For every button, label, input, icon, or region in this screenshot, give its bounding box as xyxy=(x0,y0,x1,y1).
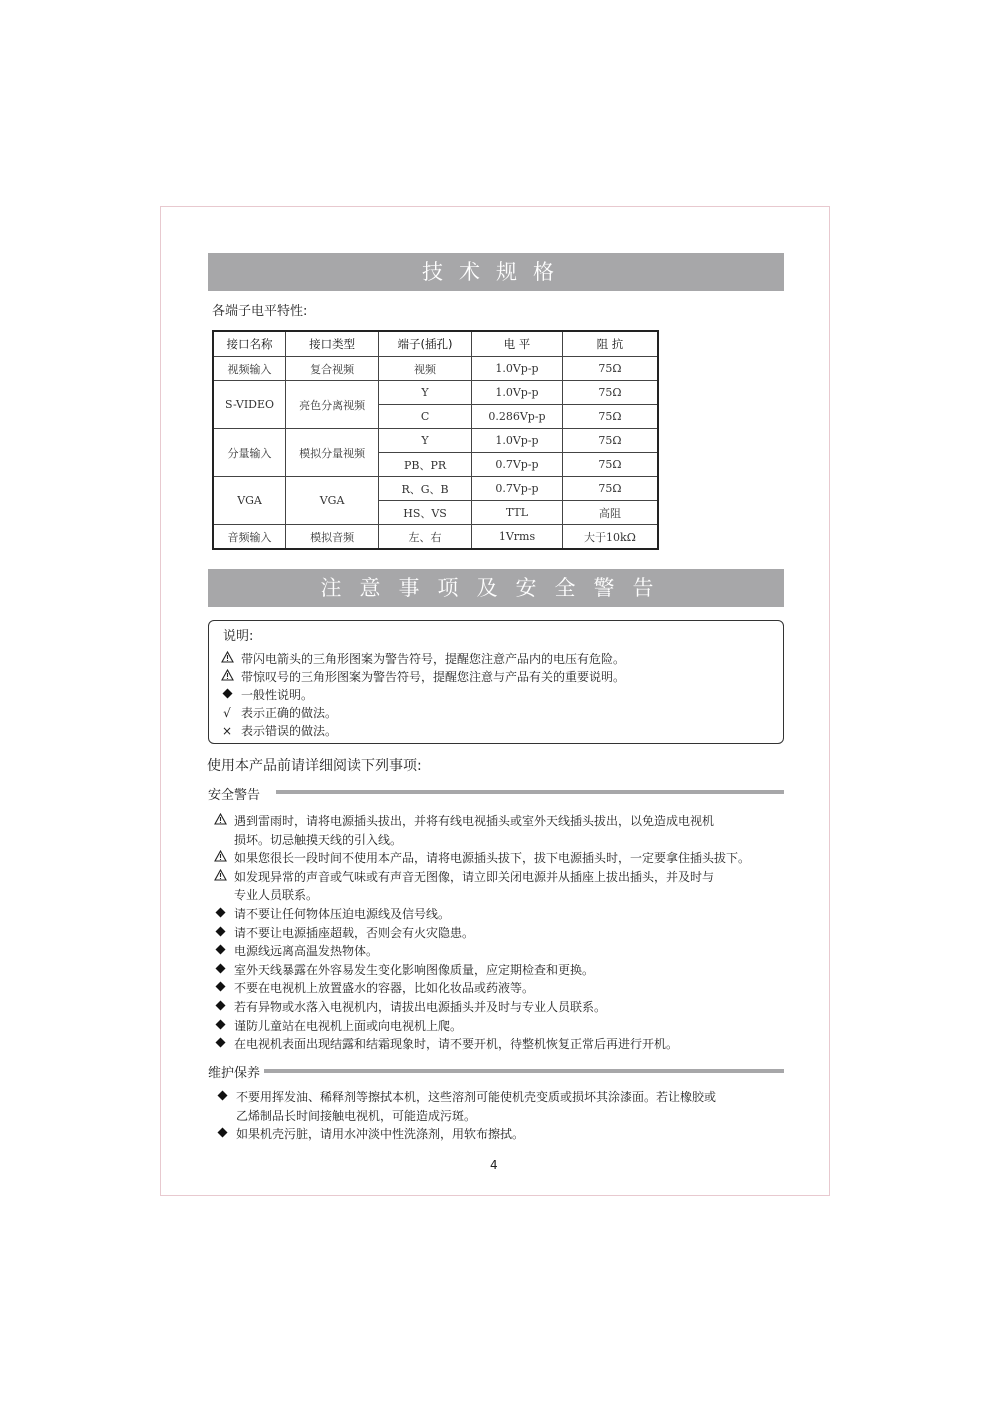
table-cell: 亮色分离视频 xyxy=(286,381,379,429)
list-item xyxy=(212,924,474,943)
table-cell: Y xyxy=(379,381,472,405)
table-cell: 75Ω xyxy=(562,405,658,429)
table-cell: 1.0Vp-p xyxy=(472,357,563,381)
list-item-text: 不要用挥发油、稀释剂等擦拭本机，这些溶剂可能使机壳变质或损坏其涂漆面。若让橡胶或 xyxy=(236,1090,717,1104)
diamond-icon xyxy=(212,925,228,943)
warning-triangle-icon xyxy=(212,813,228,831)
table-cell: 视频输入 xyxy=(213,357,286,381)
list-item xyxy=(214,1088,716,1107)
diamond-icon xyxy=(212,999,228,1017)
list-item xyxy=(212,998,606,1017)
table-cell: S-VIDEO xyxy=(213,381,286,429)
table-cell: 复合视频 xyxy=(286,357,379,381)
warning-triangle-icon xyxy=(219,669,235,687)
list-item-text: 不要在电视机上放置盛水的容器，比如化妆品或药液等。 xyxy=(234,981,535,996)
note-item xyxy=(219,686,313,705)
diamond-icon xyxy=(212,1018,228,1036)
list-item-text: 室外天线暴露在外容易发生变化影响图像质量，应定期检查和更换。 xyxy=(234,962,595,977)
safety-rule xyxy=(276,790,784,794)
table-cell: 模拟音频 xyxy=(286,525,379,550)
intro-text: 使用本产品前请详细阅读下列事项: xyxy=(207,758,422,774)
table-row xyxy=(213,525,658,550)
header-cell: 电 平 xyxy=(472,331,563,357)
note-item xyxy=(219,704,337,723)
list-item-text: 请不要让电源插座超载，否则会有火灾隐患。 xyxy=(234,925,475,940)
diamond-icon xyxy=(219,687,235,705)
table-cell: 左、右 xyxy=(379,525,472,550)
table-cell: 75Ω xyxy=(562,381,658,405)
note-item xyxy=(219,650,625,669)
table-cell: 模拟分量视频 xyxy=(286,429,379,477)
table-cell: R、G、B xyxy=(379,477,472,501)
list-item xyxy=(212,849,750,868)
note-text: 表示错误的做法。 xyxy=(241,724,338,738)
table-cell: 音频输入 xyxy=(213,525,286,550)
table-cell: 0.7Vp-p xyxy=(472,477,563,501)
table-row xyxy=(213,357,658,381)
list-item-continuation: 乙烯制品长时间接触电视机，可能造成污斑。 xyxy=(236,1108,477,1123)
list-item-text: 如果机壳污脏，请用水冲淡中性洗涤剂，用软布擦拭。 xyxy=(236,1127,525,1142)
cross-icon: × xyxy=(221,724,233,738)
list-item-text: 在电视机表面出现结露和结霜现象时，请不要开机，待整机恢复正常后再进行开机。 xyxy=(234,1037,679,1052)
table-cell: VGA xyxy=(213,477,286,525)
list-item-text: 若有异物或水落入电视机内，请拔出电源插头并及时与专业人员联系。 xyxy=(234,1000,607,1014)
warning-triangle-icon xyxy=(212,869,228,887)
list-item-text: 遇到雷雨时，请将电源插头拔出，并将有线电视插头或室外天线插头拔出，以免造成电视机 xyxy=(234,814,715,828)
table-row xyxy=(213,429,658,453)
warning-triangle-icon xyxy=(219,651,235,669)
table-cell: 分量输入 xyxy=(213,429,286,477)
list-item xyxy=(212,905,450,924)
list-item-text: 谨防儿童站在电视机上面或向电视机上爬。 xyxy=(234,1018,463,1033)
page-number: 4 xyxy=(490,1158,498,1172)
header-cell: 阻 抗 xyxy=(562,331,658,357)
table-cell: 0.7Vp-p xyxy=(472,453,563,477)
diamond-icon xyxy=(214,1089,230,1107)
list-item xyxy=(212,868,714,887)
table-row xyxy=(213,381,658,405)
table-cell: 视频 xyxy=(379,357,472,381)
list-item xyxy=(212,961,594,980)
table-cell: 75Ω xyxy=(562,453,658,477)
list-item xyxy=(212,1035,678,1054)
note-text: 带闪电箭头的三角形图案为警告符号，提醒您注意产品内的电压有危险。 xyxy=(241,652,626,666)
note-text: 带惊叹号的三角形图案为警告符号，提醒您注意与产品有关的重要说明。 xyxy=(241,670,626,684)
notes-title: 说明: xyxy=(223,629,254,644)
list-item xyxy=(212,979,534,998)
table-cell: TTL xyxy=(472,501,563,525)
diamond-icon xyxy=(212,1036,228,1054)
table-cell: VGA xyxy=(286,477,379,525)
list-item xyxy=(212,1017,462,1036)
list-item xyxy=(214,1125,524,1144)
list-item-text: 请不要让任何物体压迫电源线及信号线。 xyxy=(234,907,451,921)
note-text: 表示正确的做法。 xyxy=(241,706,338,720)
list-item-continuation: 损坏。切忌触摸天线的引入线。 xyxy=(234,832,403,847)
table-cell: Y xyxy=(379,429,472,453)
check-icon: √ xyxy=(223,706,231,720)
table-caption: 各端子电平特性: xyxy=(212,304,308,319)
header-cell: 接口类型 xyxy=(286,331,379,357)
table-cell: 高阻 xyxy=(562,501,658,525)
table-cell: 1.0Vp-p xyxy=(472,429,563,453)
warning-triangle-icon xyxy=(212,850,228,868)
spec-table xyxy=(212,330,659,550)
safety-banner: 注意事项及安全警告 xyxy=(208,569,784,607)
table-header-row xyxy=(213,331,658,357)
safety-heading: 安全警告 xyxy=(208,788,261,803)
note-item xyxy=(219,722,337,741)
spec-banner: 技术规格 xyxy=(208,253,784,291)
list-item-text: 电源线远离高温发热物体。 xyxy=(234,944,379,959)
list-item-continuation: 专业人员联系。 xyxy=(234,888,319,903)
list-item-text: 如发现异常的声音或气味或有声音无图像，请立即关闭电源并从插座上拔出插头，并及时与 xyxy=(234,869,715,884)
table-cell: PB、PR xyxy=(379,453,472,477)
list-item-text: 如果您很长一段时间不使用本产品，请将电源插头拔下，拔下电源插头时，一定要拿住插头拔下。 xyxy=(234,851,751,866)
note-item xyxy=(219,668,625,687)
diamond-icon xyxy=(212,906,228,924)
diamond-icon xyxy=(214,1126,230,1144)
table-cell: 1Vrms xyxy=(472,525,563,550)
table-cell: 75Ω xyxy=(562,357,658,381)
table-cell: 75Ω xyxy=(562,429,658,453)
maintenance-rule xyxy=(264,1069,784,1073)
maintenance-heading: 维护保养 xyxy=(208,1066,261,1081)
list-item xyxy=(212,942,378,961)
diamond-icon xyxy=(212,980,228,998)
diamond-icon xyxy=(212,943,228,961)
table-cell: 大于10kΩ xyxy=(562,525,658,550)
table-cell: 75Ω xyxy=(562,477,658,501)
table-row xyxy=(213,477,658,501)
table-cell: 1.0Vp-p xyxy=(472,381,563,405)
table-cell: HS、VS xyxy=(379,501,472,525)
diamond-icon xyxy=(212,962,228,980)
list-item xyxy=(212,812,714,831)
header-cell: 端子(插孔) xyxy=(379,331,472,357)
header-cell: 接口名称 xyxy=(213,331,286,357)
table-cell: C xyxy=(379,405,472,429)
table-cell: 0.286Vp-p xyxy=(472,405,563,429)
note-text: 一般性说明。 xyxy=(241,688,314,702)
